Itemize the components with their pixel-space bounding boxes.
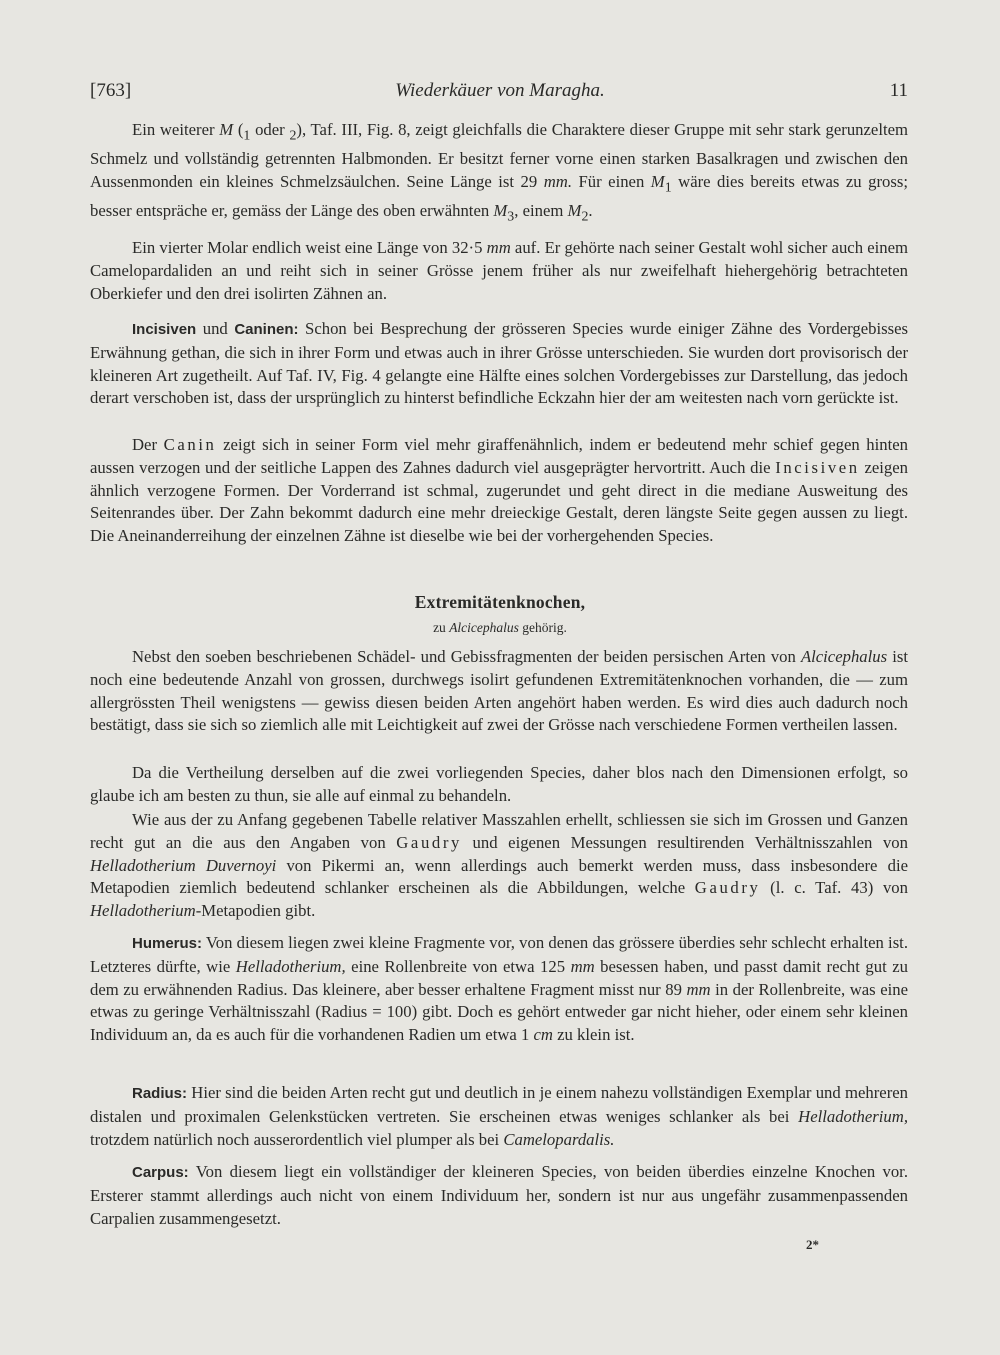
paragraph-incisiven-caninen: Incisiven und Caninen: Schon bei Besprechung der grösseren Species wurde einiger Zähne des Vordergebisses Erwähnung gethan, die sich in ihrer Form und etwas auch in ihrer Grösse unterschieden. Sie wurden dort provisorisch der kleineren Art zugetheilt. Auf Taf. IV, Fig. 4 gelangte eine Hälfte eines solchen Vordergebisses zur Darstellung, das jedoch derart verschoben ist, dass der ursprünglich zu hinterst befindliche Eckzahn hier der am weitesten nach vorn gerückte ist.	[90, 319, 909, 408]
run-in-heading: Humerus:	[132, 935, 203, 952]
paragraph-humerus: Humerus: Von diesem liegen zwei kleine Fragmente vor, von denen das grössere überdies sehr schlecht erhalten ist. Letzteres dürfte, wie Helladotherium, eine Rollenbreite von etwa 125 mm besessen haben, und passt damit recht gut zu dem zu erwähnenden Radius. Das kleinere, aber besser erhaltene Fragment misst nur 89 mm in der Rollenbreite, was eine etwas zu geringe Verhältnisszahl (Radius = 100) gibt. Doch es gehört entweder gar nicht hieher, oder einem sehr kleinen Individuum an, da es auch für die vorhandenen Radien um etwa 1 cm zu klein ist.	[90, 933, 908, 1045]
run-in-heading: Carpus:	[132, 1164, 189, 1181]
paragraph-carpus: Carpus: Von diesem liegt ein vollständiger der kleineren Species, von beiden überdies einzelne Knochen vor. Ersterer stammt allerdings auch nicht von einem Individuum her, sondern ist nur aus ungefähr zusammenpassenden Carpalien zusammengesetzt.	[90, 1162, 908, 1228]
paragraph-molar-third: Ein weiterer M ($_1$ oder $_2$), Taf. III, Fig. 8, zeigt gleichfalls die Charaktere dieser Gruppe mit sehr stark gerunzeltem Schmelz und vollständig getrennten Halbmonden. Er besitzt ferner vorne einen starken Basalkragen und zwischen den Aussenmonden ein kleines Schmelzsäulchen. Seine Länge ist 29 mm. Für einen $M_1$ wäre dies bereits etwas zu gross; besser entspräche er, gemäss der Länge des oben erwähnten $M_3$, einem $M_2$.	[90, 120, 908, 225]
page-number: 11	[889, 80, 908, 101]
paragraph-vertheilung: Da die Vertheilung derselben auf die zwei vorliegenden Species, daher blos nach den Dimensionen erfolgt, so glaube ich am besten zu thun, sie alle auf einmal zu behandeln.	[90, 763, 908, 805]
paragraph-extremitaeten-intro: Nebst den soeben beschriebenen Schädel- und Gebissfragmenten der beiden persischen Arten von Alcicephalus ist noch eine bedeutende Anzahl von grossen, durchwegs isolirt gefundenen Extremitätenknochen vorhanden, die — zum allergrössten Theil wenigstens — gewiss diesen beiden Arten angehört haben werden. Es wird dies auch dadurch noch bestätigt, dass sie sich so ziemlich alle mit Leichtigkeit auf zwei der Grösse nach verschiedene Formen vertheilen lassen.	[90, 647, 908, 735]
run-in-heading: Caninen:	[234, 321, 299, 338]
page-bracket-number: [763]	[90, 80, 132, 101]
paragraph-molar-fourth: Ein vierter Molar endlich weist eine Länge von 32·5 mm auf. Er gehörte nach seiner Gestalt wohl sicher auch einem Camelopardaliden an und reiht sich in seiner Grösse jenem früher als nur zweifelhaft hiehergehörig betrachteten Oberkiefer und den drei isolirten Zähnen an.	[90, 238, 908, 303]
paragraph-radius: Radius: Hier sind die beiden Arten recht gut und deutlich in je einem nahezu vollständigen Exemplar und mehreren distalen und proximalen Gelenkstücken vertreten. Sie erscheinen etwas weniges schlanker als bei Helladotherium, trotzdem natürlich noch ausserordentlich viel plumper als bei Camelopardalis.	[90, 1083, 908, 1149]
paragraph-canin: Der Canin zeigt sich in seiner Form viel mehr giraffenähnlich, indem er bedeutend mehr schief gegen hinten aussen verzogen und der seitliche Lappen des Zahnes dadurch viel ausgeprägter hervortritt. Auch die Incisiven zeigen ähnlich verzogene Formen. Der Vorderrand ist schmal, zugerundet und geht direct in die mediane Ausweitung des Seitenrandes über. Der Zahn bekommt dadurch eine mehr dreieckige Gestalt, deren längste Seite gegen aussen zu liegt. Die Aneinanderreihung der einzelnen Zähne ist dieselbe wie bei der vorhergehenden Species.	[90, 435, 909, 546]
paragraph-masszahlen: Wie aus der zu Anfang gegebenen Tabelle relativer Masszahlen erhellt, schliessen sie sich im Grossen und Ganzen recht gut an die aus den Angaben von Gaudry und eigenen Messungen resultirenden Verhältnisszahlen von Helladotherium Duvernoyi von Pikermi an, wenn allerdings auch bemerkt werden muss, dass insbesondere die Metapodien ziemlich bedeutend schlanker erscheinen als die Abbildungen, welche Gaudry (l. c. Taf. 43) von Helladotherium-Metapodien gibt.	[90, 810, 909, 921]
run-in-heading: Incisiven	[132, 321, 197, 338]
section-title: Extremitätenknochen,	[414, 592, 586, 612]
section-subtitle: zu Alcicephalus gehörig.	[433, 620, 567, 635]
printer-signature: 2*	[806, 1237, 819, 1252]
run-in-heading: Radius:	[132, 1085, 188, 1102]
running-head: Wiederkäuer von Maragha.	[395, 80, 605, 101]
